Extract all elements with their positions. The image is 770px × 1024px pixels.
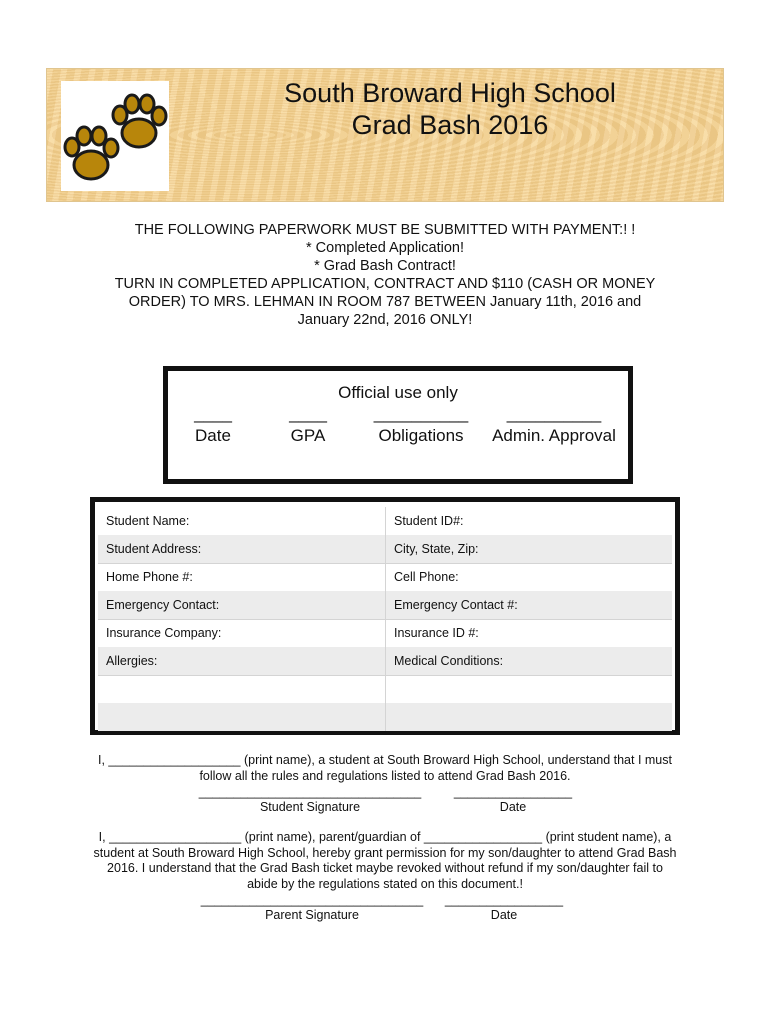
blank-line: ____ <box>194 404 232 423</box>
date-line: _________________ <box>444 893 564 907</box>
signature-label: Parent Signature <box>265 908 359 922</box>
instructions-line: * Grad Bash Contract! <box>314 258 456 274</box>
form-row <box>98 535 672 564</box>
field-label: Obligations <box>378 426 464 445</box>
official-approval-field <box>486 404 622 447</box>
form-row <box>98 563 672 592</box>
emergency-contact-field[interactable]: Emergency Contact: <box>98 591 386 619</box>
date-label: Date <box>499 800 527 814</box>
official-gpa-field <box>280 404 336 447</box>
form-row <box>98 619 672 648</box>
official-use-box <box>163 366 633 484</box>
instructions-line: * Completed Application! <box>306 240 464 256</box>
blank-field[interactable] <box>98 675 386 703</box>
statement-line: student at South Broward High School, hereby grant permission for my son/daughter to attend Grad Bash <box>93 845 677 860</box>
medical-conditions-field[interactable]: Medical Conditions: <box>394 654 504 668</box>
statement-line: I, ___________________ (print name), a student at South Broward High School, understand that I must <box>98 753 672 767</box>
official-use-title: Official use only <box>338 383 458 402</box>
student-signature-field[interactable] <box>198 785 422 815</box>
insurance-company-field[interactable]: Insurance Company: <box>98 619 386 647</box>
instructions-line: TURN IN COMPLETED APPLICATION, CONTRACT AND $110 (CASH OR MONEY <box>114 276 656 292</box>
parent-signature-field[interactable] <box>200 893 424 923</box>
insurance-id-field[interactable]: Insurance ID #: <box>394 626 479 640</box>
field-label: GPA <box>290 426 326 445</box>
signature-line: ________________________________ <box>200 893 424 907</box>
home-phone-field[interactable]: Home Phone #: <box>98 563 386 591</box>
student-info-form <box>90 497 680 735</box>
allergies-field[interactable]: Allergies: <box>98 647 386 675</box>
cell-phone-field[interactable]: Cell Phone: <box>394 570 459 584</box>
parent-date-field[interactable] <box>436 893 572 923</box>
blank-field[interactable] <box>98 703 386 731</box>
statement-line: follow all the rules and regulations listed to attend Grad Bash 2016. <box>199 768 571 783</box>
header-banner <box>46 68 724 202</box>
date-line: _________________ <box>453 785 573 799</box>
student-date-field[interactable] <box>452 785 574 815</box>
blank-field[interactable] <box>386 703 672 731</box>
blank-line: __________ <box>373 404 469 423</box>
form-row <box>98 675 672 704</box>
city-state-zip-field[interactable]: City, State, Zip: <box>394 542 479 556</box>
student-name-field[interactable]: Student Name: <box>98 507 386 535</box>
statement-line: abide by the regulations stated on this document.! <box>247 876 523 891</box>
form-row <box>98 647 672 676</box>
student-address-field[interactable]: Student Address: <box>98 535 386 563</box>
field-label: Date <box>195 426 231 445</box>
instructions-line: January 22nd, 2016 ONLY! <box>297 312 473 328</box>
emergency-contact-number-field[interactable]: Emergency Contact #: <box>394 598 518 612</box>
blank-line: __________ <box>506 404 602 423</box>
statement-line: I, ___________________ (print name), parent/guardian of _________________ (print student name), a <box>98 830 672 844</box>
blank-field[interactable] <box>386 675 672 703</box>
signature-line: ________________________________ <box>198 785 422 799</box>
form-row <box>98 591 672 620</box>
instructions-line: ORDER) TO MRS. LEHMAN IN ROOM 787 BETWEEN January 11th, 2016 and <box>128 294 642 310</box>
form-row <box>98 507 672 536</box>
student-id-field[interactable]: Student ID#: <box>394 514 464 528</box>
official-date-field <box>188 404 238 447</box>
paw-prints-icon <box>61 81 169 191</box>
form-row <box>98 703 672 731</box>
instructions <box>70 221 700 329</box>
page-title: South Broward High School <box>284 78 616 108</box>
blank-line: ____ <box>289 404 327 423</box>
signature-label: Student Signature <box>259 800 361 814</box>
parent-statement <box>86 830 684 892</box>
page-subtitle: Grad Bash 2016 <box>351 110 549 140</box>
instructions-line: THE FOLLOWING PAPERWORK MUST BE SUBMITTED WITH PAYMENT:! ! <box>134 222 636 238</box>
official-obligations-field <box>368 404 474 447</box>
field-label: Admin. Approval <box>492 426 616 445</box>
date-label: Date <box>490 908 518 922</box>
student-statement <box>86 753 684 784</box>
logo <box>61 81 169 191</box>
statement-line: 2016. I understand that the Grad Bash ticket maybe revoked without refund if my son/daughter fail to <box>107 861 663 875</box>
